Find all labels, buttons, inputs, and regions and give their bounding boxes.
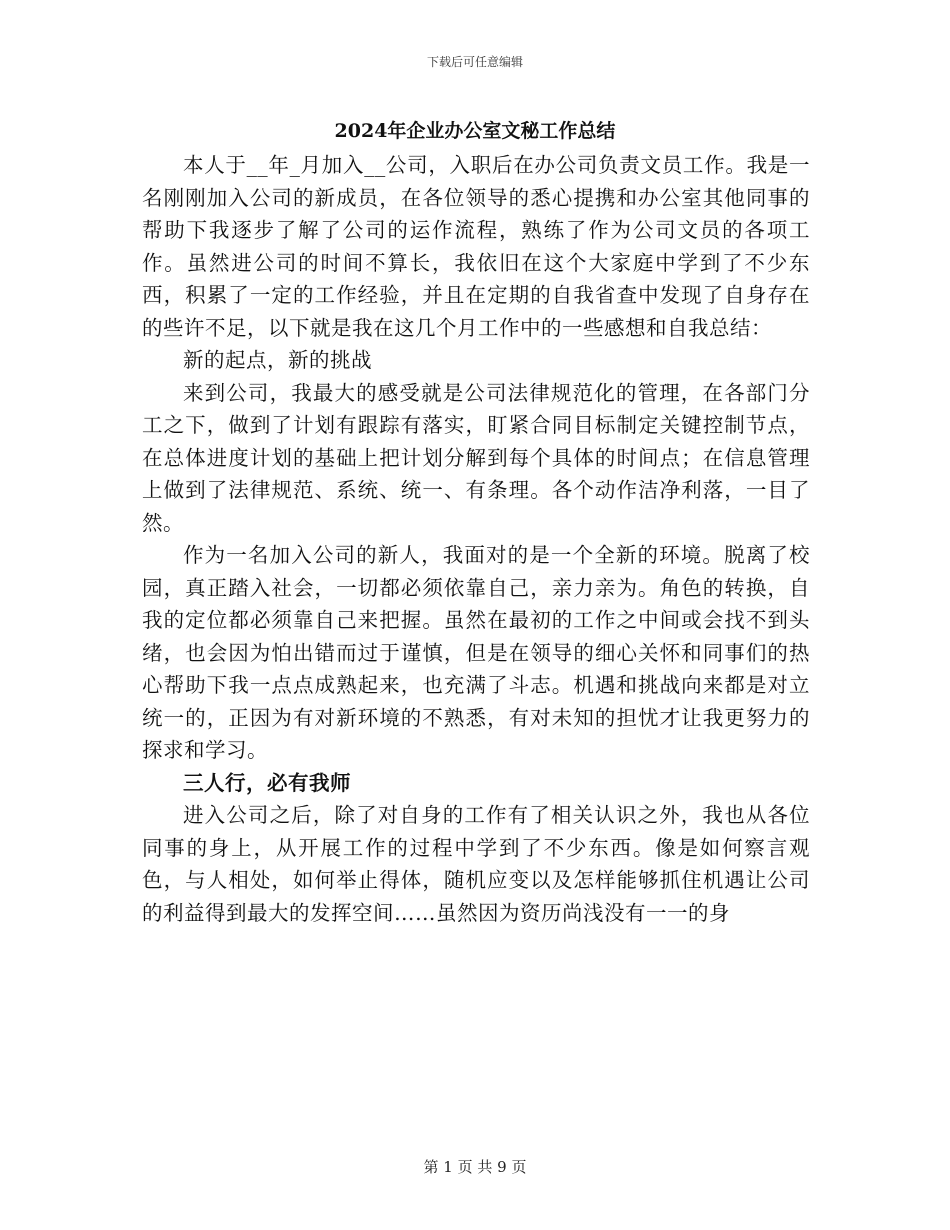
- header-note: 下载后可任意编辑: [426, 55, 523, 69]
- paragraph-new-environment: 作为一名加入公司的新人，我面对的是一个全新的环境。脱离了校园，真正踏入社会，一切都必须依靠自己，亲力亲为。角色的转换，自我的定位都必须靠自己来把握。虽然在最初的工作之中间或会找不到头绪，也会因为怕出错而过于谨慎，但是在领导的细心关怀和同事们的热心帮助下我一点点成熟起来，也充满了斗志。机遇和挑战向来都是对立统一的，正因为有对新环境的不熟悉，有对未知的担忧才让我更努力的探求和学习。: [142, 543, 810, 762]
- section-heading-teachers: 三人行，必有我师: [183, 770, 351, 795]
- document-body: [142, 149, 810, 929]
- document-title: 2024年企业办公室文秘工作总结: [334, 120, 616, 142]
- paragraph-company-management: 来到公司，我最大的感受就是公司法律规范化的管理，在各部门分工之下，做到了计划有跟踪有落实，盯紧合同目标制定关键控制节点，在总体进度计划的基础上把计划分解到每个具体的时间点；在信息管理上做到了法律规范、系统、统一、有条理。各个动作洁净利落，一目了然。: [142, 380, 810, 535]
- section-heading-new-start: 新的起点，新的挑战: [183, 348, 372, 372]
- page-number: 第 1 页 共 9 页: [423, 1158, 527, 1176]
- paragraph-learning-from-colleagues: 进入公司之后，除了对自身的工作有了相关认识之外，我也从各位同事的身上，从开展工作的过程中学到了不少东西。像是如何察言观色，与人相处，如何举止得体，随机应变以及怎样能够抓住机遇让公司的利益得到最大的发挥空间……虽然因为资历尚浅没有一一的身: [142, 803, 810, 925]
- paragraph-intro: 本人于__年_月加入__公司，入职后在办公司负责文员工作。我是一名刚刚加入公司的新成员，在各位领导的悉心提携和办公室其他同事的帮助下我逐步了解了公司的运作流程，熟练了作为公司文员的各项工作。虽然进公司的时间不算长，我依旧在这个大家庭中学到了不少东西，积累了一定的工作经验，并且在定期的自我省查中发现了自身存在的些许不足，以下就是我在这几个月工作中的一些感想和自我总结：: [142, 153, 810, 340]
